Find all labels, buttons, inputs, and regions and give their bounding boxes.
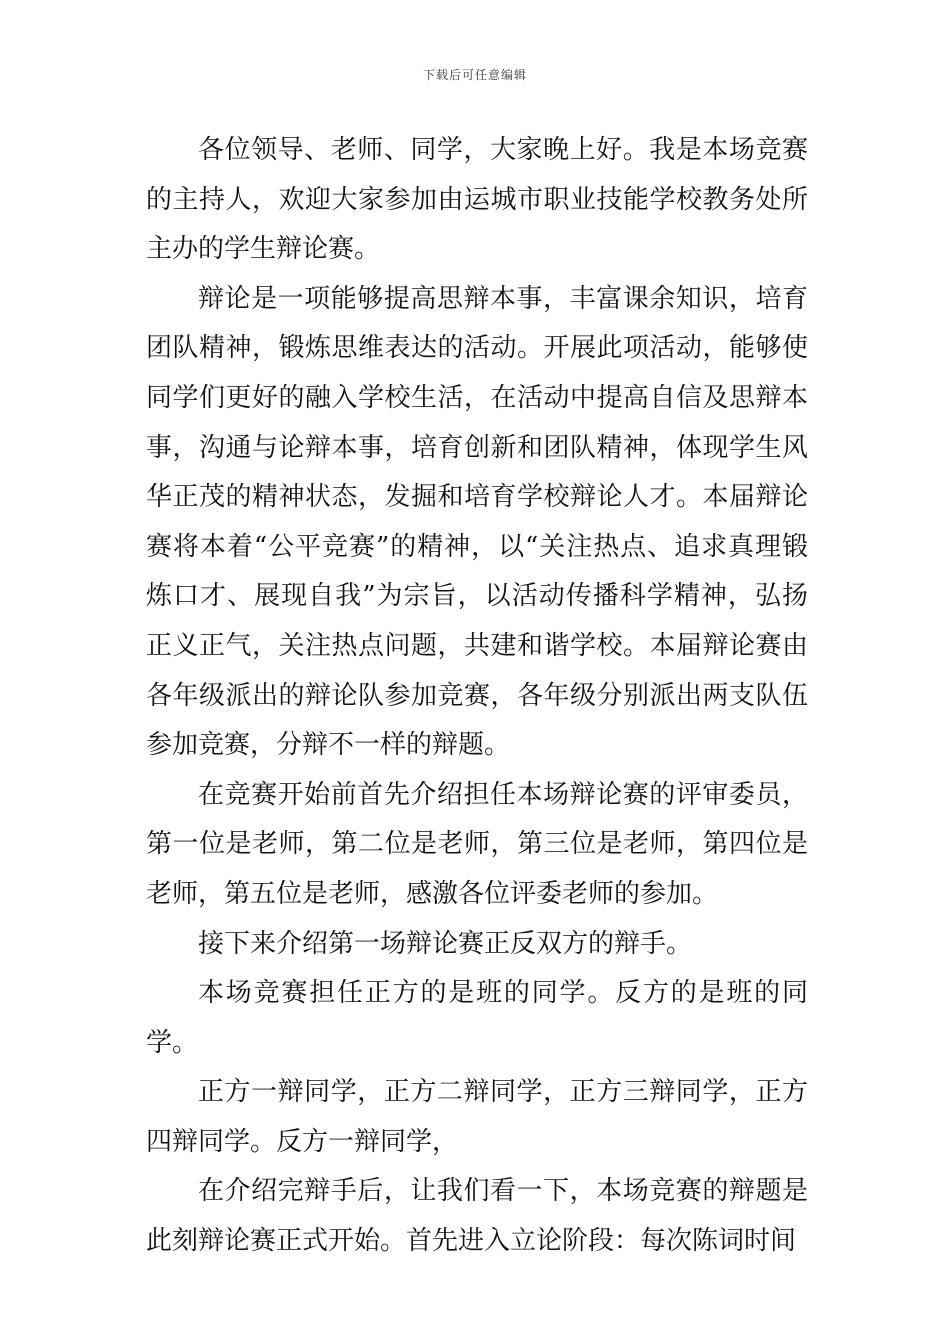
paragraph-teams: 本场竞赛担任正方的是班的同学。反方的是班的同学。 [146, 978, 808, 1058]
paragraph-start: 在介绍完辩手后，让我们看一下，本场竞赛的辩题是此刻辩论赛正式开始。首先进入立论阶段：每次陈词时间 [146, 1176, 808, 1257]
header-note: 下载后可任意编辑 [422, 68, 527, 82]
paragraph-judges: 在竞赛开始前首先介绍担任本场辩论赛的评审委员，第一位是老师，第二位是老师，第三位是老师，第四位是老师，第五位是老师，感激各位评委老师的参加。 [146, 779, 808, 909]
paragraph-debaters-list: 正方一辩同学，正方二辩同学，正方三辩同学，正方四辩同学。反方一辩同学， [146, 1077, 808, 1157]
paragraph-debaters-intro: 接下来介绍第一场辩论赛正反双方的辩手。 [198, 928, 693, 959]
paragraph-purpose: 辩论是一项能够提高思辩本事，丰富课余知识，培育团队精神，锻炼思维表达的活动。开展此项活动，能够使同学们更好的融入学校生活，在活动中提高自信及思辩本事，沟通与论辩本事，培育创新和团队精神，体现学生风华正茂的精神状态，发掘和培育学校辩论人才。本届辩论赛将本着“公平竞赛”的精神，以“关注热点、追求真理锻炼口才、展现自我”为宗旨，以活动传播科学精神，弘扬正义正气，关注热点问题，共建和谐学校。本届辩论赛由各年级派出的辩论队参加竞赛，各年级分别派出两支队伍参加竞赛，分辩不一样的辩题。 [146, 283, 808, 761]
body-text [146, 126, 808, 1267]
paragraph-opening: 各位领导、老师、同学，大家晚上好。我是本场竞赛的主持人，欢迎大家参加由运城市职业技能学校教务处所主办的学生辩论赛。 [146, 135, 808, 265]
